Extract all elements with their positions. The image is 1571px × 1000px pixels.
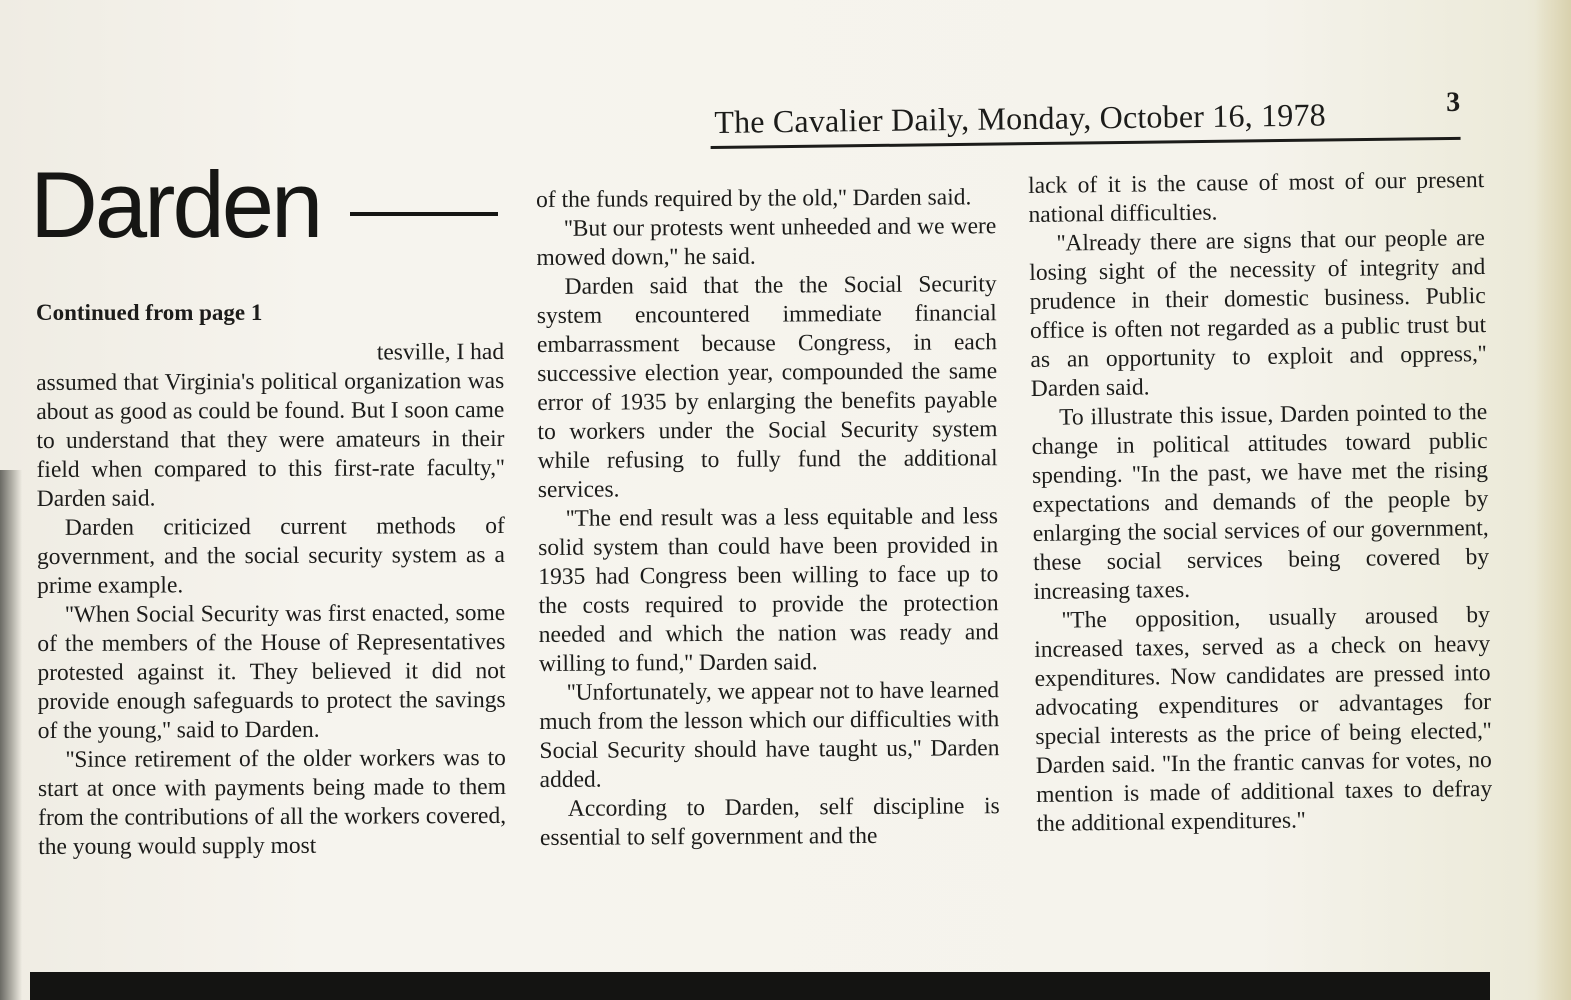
paragraph: ''Since retirement of the older workers was to start at once with payments being made to them from the contributions of all the workers covered, the young would supply most (37, 744, 507, 860)
paragraph: ''The end result was a less equitable and less solid system than could have been provided in 1935 had Congress been willing to face up to the costs required to provide the protection needed and which the nation was ready and willing to fund,'' Darden said. (538, 503, 999, 677)
paragraph: ''Already there are signs that our people are losing sight of the necessity of integrity and prudence in their domestic business. Public office is often not regarded as a public trust but as an opportunity to exploit and oppress,'' Darden said. (1029, 225, 1487, 402)
paragraph: ''But our protests went unheeded and we were mowed down,'' he said. (536, 213, 997, 271)
paragraph: ''The opposition, usually aroused by increased taxes, served as a check on heavy expenditures. Now candidates are pressed into advocating expenditures or advantages for special interests as the price of being elected,'' Darden said. ''In the frantic canvas for votes, no mention is made of additional taxes to defray the additional expenditures.'' (1034, 601, 1493, 837)
article-column-2 (536, 183, 1000, 853)
paragraph: To illustrate this issue, Darden pointed to the change in political attitudes toward public spending. ''In the past, we have met the rising expectations and demands of the people by enlarging the social services of our government, these social services being covered by increasing taxes. (1031, 399, 1490, 605)
page-shadow-left (0, 470, 22, 1000)
paragraph: of the funds required by the old,'' Darden said. (536, 184, 972, 213)
paragraph: ''When Social Security was first enacted, some of the members of the House of Representatives protested against it. They believed it did not provide enough safeguards to protect the savings of the young,'' said to Darden. (37, 599, 506, 744)
continued-note: Continued from page 1 (36, 300, 263, 325)
masthead (710, 87, 1469, 152)
paragraph: According to Darden, self discipline is essential to self government and the (539, 793, 1000, 851)
masthead-title: The Cavalier Daily, Monday, October 16, 1978 (714, 96, 1327, 140)
headline-dash (350, 212, 498, 216)
article-column-1 (36, 338, 506, 862)
paragraph: lack of it is the cause of most of our present national difficulties. (1028, 167, 1485, 228)
page-number: 3 (1445, 86, 1461, 119)
paragraph: Darden criticized current methods of government, and the social security system as a prime example. (36, 512, 505, 599)
paragraph: tesville, I had (376, 338, 505, 366)
paragraph: ''Unfortunately, we appear not to have learned much from the lesson which our difficulties with Social Security should have taught us,'' Darden added. (539, 677, 1000, 793)
paragraph: Darden said that the the Social Security system encountered immediate financial embarrassment because Congress, in each successive election year, compounded the same error of 1935 by enlarging the benefits payable to workers under the Social Security system while refusing to fully fund the additional services. (536, 271, 998, 503)
article-column-3 (1028, 166, 1493, 839)
bottom-rule (30, 972, 1490, 1000)
headline: Darden (30, 152, 321, 257)
page-shadow-right (1535, 0, 1571, 1000)
paragraph: assumed that Virginia's political organization was about as good as could be found. But I soon came to understand that they were amateurs in their field when compared to this first-rate faculty,'' Darden said. (36, 367, 505, 512)
